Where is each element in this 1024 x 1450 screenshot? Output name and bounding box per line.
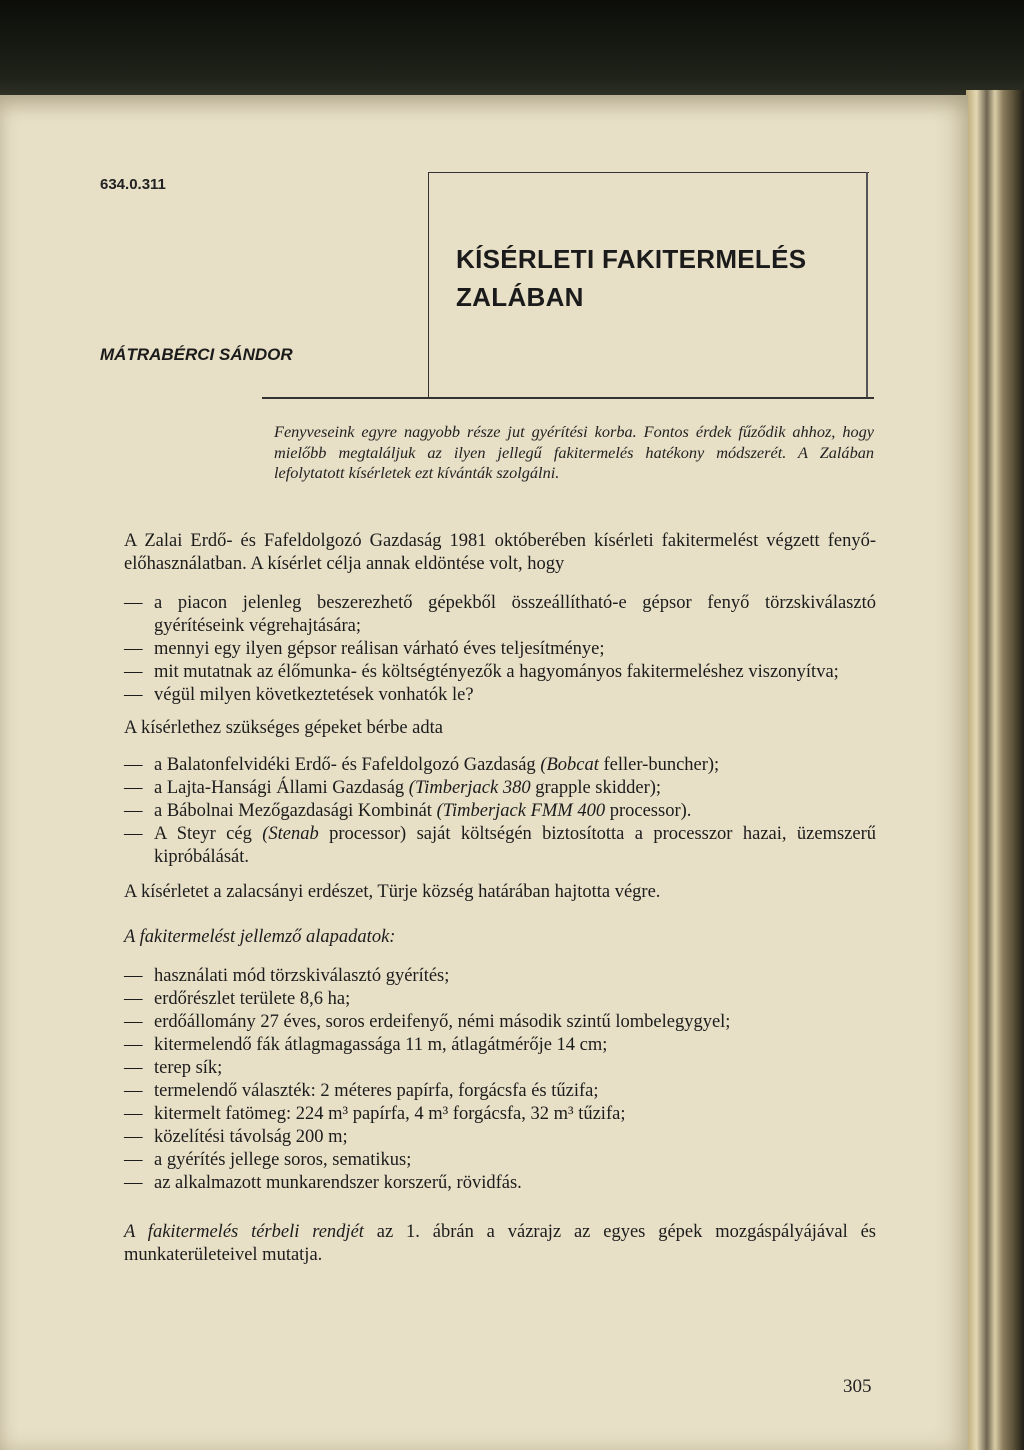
machine-text: A Steyr cég [154,824,263,844]
machine-model: (Bobcat [540,755,599,775]
closing-text: az 1. ábrán a vázrajz az egyes gépek mozgáspályájával és munkaterületeivel mutatja. [124,1222,876,1265]
question-item [124,638,876,661]
dash-bullet: — [124,824,143,844]
dash-bullet: — [124,639,143,659]
basic-data-item [124,1011,876,1034]
machine-text: a Lajta-Hansági Állami Gazdaság [154,778,409,798]
basic-data-text: közelítési távolság 200 m; [154,1127,348,1147]
basic-data-text: kitermelendő fák átlagmagassága 11 m, átlagátmérője 14 cm; [154,1035,608,1055]
basic-data-text: a gyérítés jellege soros, sematikus; [154,1150,412,1170]
dash-bullet: — [124,1104,143,1124]
intro-paragraph: A Zalai Erdő- és Fafeldolgozó Gazdaság 1981 októberében kísérleti fakitermelést végzett fenyő-előhasználatban. A kísérlet célja annak eldöntése volt, hogy [124,531,876,574]
dash-bullet: — [124,1127,143,1147]
closing-paragraph [124,1221,876,1267]
machine-item [124,823,876,869]
title-line-1: KÍSÉRLETI FAKITERMELÉS [456,244,807,274]
dash-bullet: — [124,1081,143,1101]
question-text: végül milyen következtetések vonhatók le? [154,685,474,705]
machine-item [124,800,876,823]
dash-bullet: — [124,662,143,682]
page-number: 305 [843,1376,872,1397]
question-item [124,592,876,638]
machine-type: feller-buncher); [598,755,720,775]
article-body [124,530,876,1267]
basic-data-text: erdőrészlet területe 8,6 ha; [154,989,351,1009]
machine-type: processor). [605,801,692,821]
header-rule [262,397,874,399]
title-line-2: ZALÁBAN [456,282,584,312]
basic-data-text: erdőállomány 27 éves, soros erdeifenyő, némi második szintű lombelegygyel; [154,1012,731,1032]
classification-code: 634.0.311 [100,176,166,193]
dash-bullet: — [124,593,143,613]
basic-data-text: terep sík; [154,1058,223,1078]
basic-data-item [124,1080,876,1103]
author-name: MÁTRABÉRCI SÁNDOR [100,345,293,364]
basic-data-item [124,1103,876,1126]
machine-item [124,777,876,800]
machine-text: a Balatonfelvidéki Erdő- és Fafeldolgozó Gazdaság [154,755,541,775]
basics-heading-text: A fakitermelést jellemző alapadatok: [124,927,396,947]
basic-data-item [124,1149,876,1172]
machine-model: (Timberjack 380 [408,778,531,798]
dash-bullet: — [124,685,143,705]
dash-bullet: — [124,1035,143,1055]
dash-bullet: — [124,801,143,821]
basic-data-item [124,1172,876,1195]
question-text: a piacon jelenleg beszerezhető gépekből összeállítható-e gépsor fenyő törzskiválasztó gyérítéseink végrehajtására; [154,593,876,636]
basic-data-item [124,1057,876,1080]
dash-bullet: — [124,989,143,1009]
book-spine-edge [966,90,1024,1450]
basic-data-text: kitermelt fatömeg: 224 m³ papírfa, 4 m³ forgácsfa, 32 m³ tűzifa; [154,1104,626,1124]
question-text: mit mutatnak az élőmunka- és költségtényezők a hagyományos fakitermeléshez viszonyítva; [154,662,839,682]
machine-model: (Timberjack FMM 400 [436,801,606,821]
basic-data-text: termelendő választék: 2 méteres papírfa, forgácsfa és tűzifa; [154,1081,599,1101]
question-item [124,684,876,707]
machine-type: processor) saját költségén biztosította a processzor hazai, üzemszerű kipróbálását. [154,824,876,867]
dash-bullet: — [124,966,143,986]
basic-data-item [124,988,876,1011]
machines-intro: A kísérlethez szükséges gépeket bérbe adta [124,718,443,738]
machine-item [124,754,876,777]
article-title [456,240,806,316]
machine-type: grapple skidder); [530,778,662,798]
dash-bullet: — [124,778,143,798]
title-frame-right-edge [866,172,868,397]
basic-data-text: az alkalmazott munkarendszer korszerű, rövidfás. [154,1173,522,1193]
basic-data-item [124,1126,876,1149]
dash-bullet: — [124,755,143,775]
dash-bullet: — [124,1058,143,1078]
scan-background-top [0,0,1024,110]
basics-heading [124,926,876,949]
machine-model: (Stenab [262,824,319,844]
question-text: mennyi egy ilyen gépsor reálisan várható éves teljesítménye; [154,639,605,659]
basic-data-text: használati mód törzskiválasztó gyérítés; [154,966,450,986]
basic-data-item [124,1034,876,1057]
basic-data-item [124,965,876,988]
dash-bullet: — [124,1012,143,1032]
dash-bullet: — [124,1150,143,1170]
question-item [124,661,876,684]
closing-emphasis: A fakitermelés térbeli rendjét [124,1222,364,1242]
location-paragraph: A kísérletet a zalacsányi erdészet, Türje község határában hajtotta végre. [124,882,661,902]
lead-paragraph: Fenyveseink egyre nagyobb része jut gyérítési korba. Fontos érdek fűződik ahhoz, hogy mielőbb megtaláljuk az ilyen jellegű fakitermelés hatékony módszerét. A Zalában lefolytatott kísérletek ezt kívánták szolgálni. [274,422,874,482]
dash-bullet: — [124,1173,143,1193]
machine-text: a Bábolnai Mezőgazdasági Kombinát [154,801,437,821]
